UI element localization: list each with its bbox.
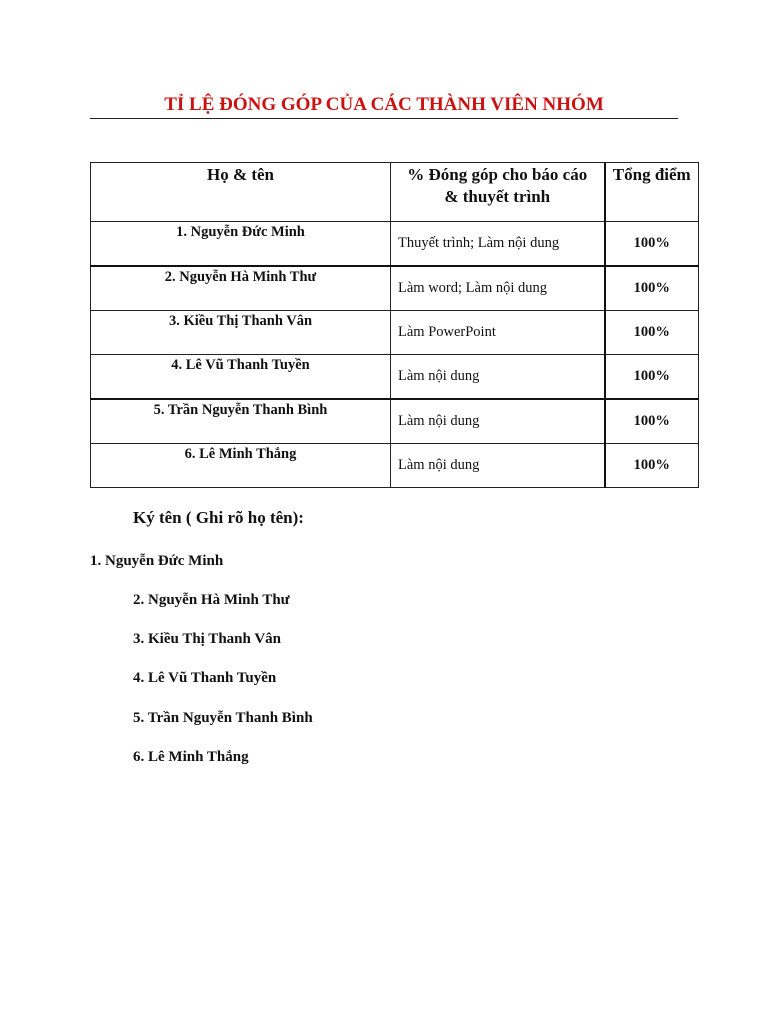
row-score: 100% xyxy=(605,222,699,267)
signature-name: 4. Lê Vũ Thanh Tuyền xyxy=(133,670,277,686)
contribution-table xyxy=(90,162,699,488)
title-underline xyxy=(90,118,678,119)
table-row xyxy=(91,444,699,488)
table-header-row xyxy=(91,163,699,222)
row-task: Làm nội dung xyxy=(391,399,605,444)
row-name: 6. Lê Minh Thắng xyxy=(91,444,391,488)
row-name: 1. Nguyễn Đức Minh xyxy=(91,222,391,267)
row-score: 100% xyxy=(605,266,699,311)
row-name: 4. Lê Vũ Thanh Tuyền xyxy=(91,355,391,400)
row-name: 2. Nguyễn Hà Minh Thư xyxy=(91,266,391,311)
signature-heading: Ký tên ( Ghi rõ họ tên): xyxy=(133,508,304,527)
signature-name: 5. Trần Nguyễn Thanh Bình xyxy=(133,710,313,726)
row-task: Thuyết trình; Làm nội dung xyxy=(391,222,605,267)
row-task: Làm PowerPoint xyxy=(391,311,605,355)
header-contribution xyxy=(391,163,605,222)
header-contribution-line2: & thuyết trình xyxy=(444,187,551,206)
row-task: Làm nội dung xyxy=(391,444,605,488)
table-row xyxy=(91,222,699,267)
row-name: 5. Trần Nguyễn Thanh Bình xyxy=(91,399,391,444)
table-row xyxy=(91,266,699,311)
signature-name: 3. Kiều Thị Thanh Vân xyxy=(133,631,281,647)
signature-name: 1. Nguyễn Đức Minh xyxy=(90,553,224,569)
document-title: TỈ LỆ ĐÓNG GÓP CỦA CÁC THÀNH VIÊN NHÓM xyxy=(164,94,604,115)
row-task: Làm nội dung xyxy=(391,355,605,400)
table-row xyxy=(91,311,699,355)
row-task: Làm word; Làm nội dung xyxy=(391,266,605,311)
row-score: 100% xyxy=(605,444,699,488)
header-contribution-line1: % Đóng góp cho báo cáo xyxy=(407,165,588,184)
signature-name: 6. Lê Minh Thắng xyxy=(133,749,249,765)
header-score: Tổng điểm xyxy=(605,163,699,222)
row-name: 3. Kiều Thị Thanh Vân xyxy=(91,311,391,355)
table-row xyxy=(91,355,699,400)
signature-name: 2. Nguyễn Hà Minh Thư xyxy=(133,592,290,608)
row-score: 100% xyxy=(605,355,699,400)
table-row xyxy=(91,399,699,444)
header-name: Họ & tên xyxy=(91,163,391,222)
row-score: 100% xyxy=(605,399,699,444)
row-score: 100% xyxy=(605,311,699,355)
